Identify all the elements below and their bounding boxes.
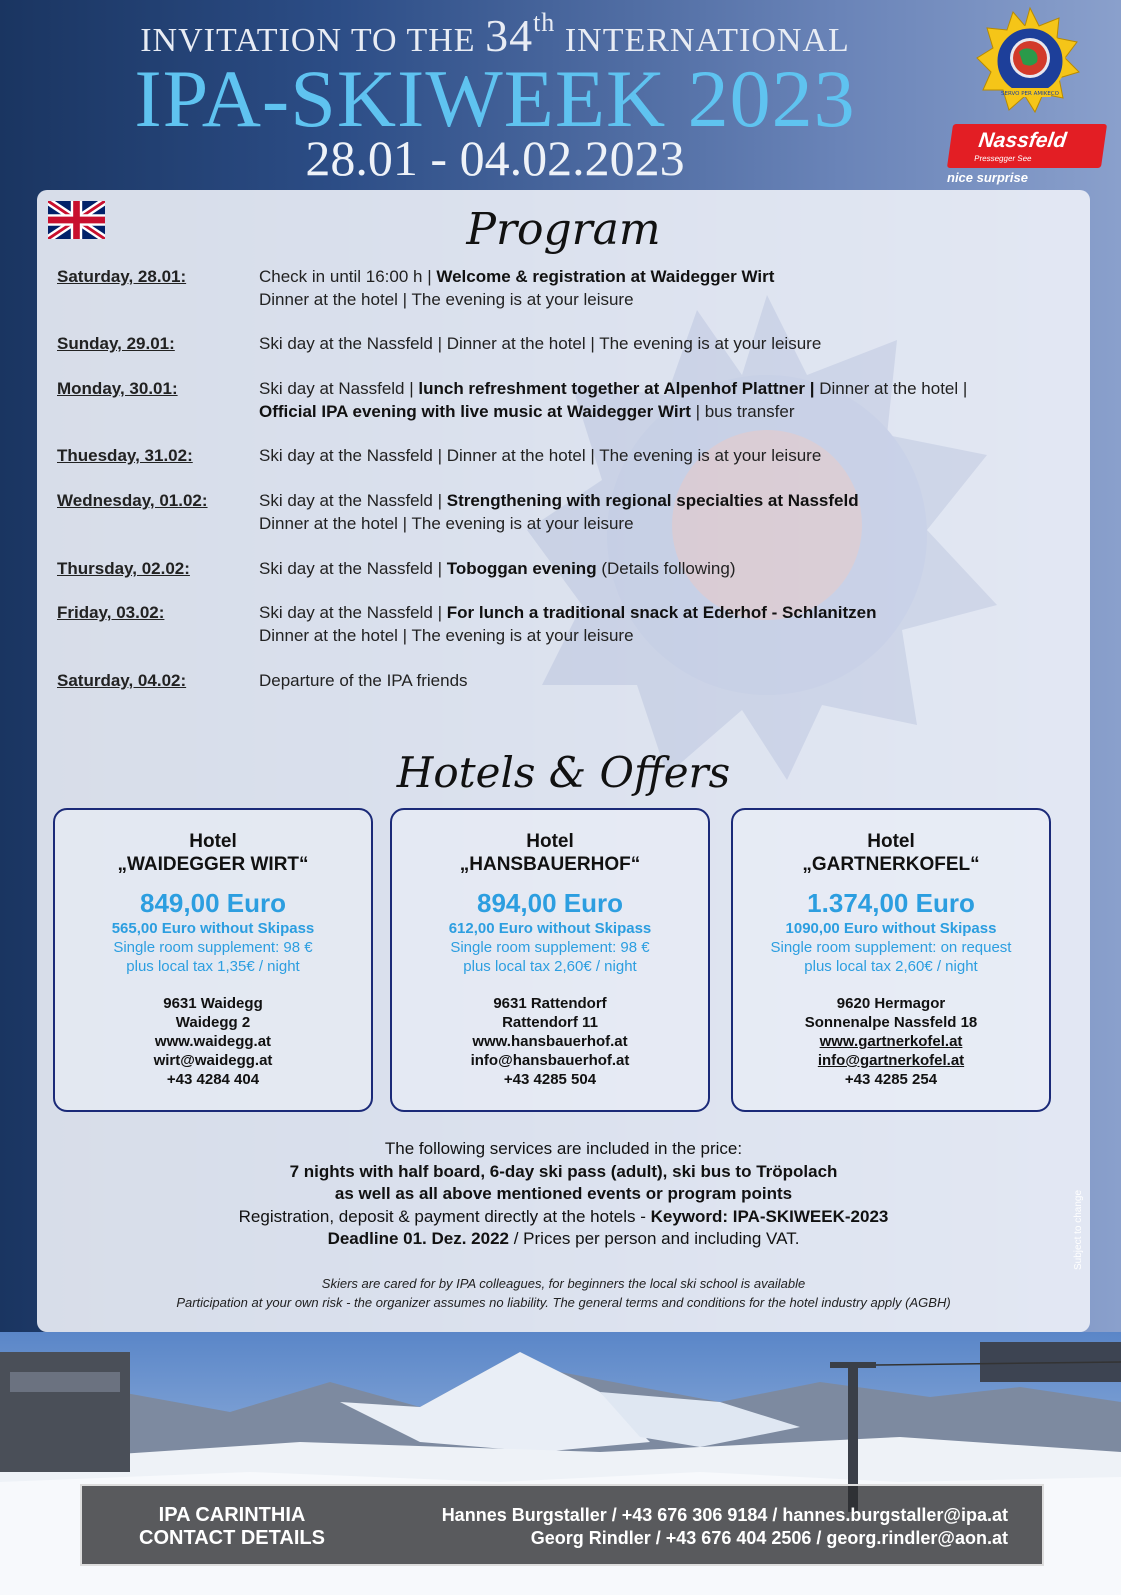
contact-person-1[interactable]: Hannes Burgstaller / +43 676 306 9184 / hannes.burgstaller@ipa.at (441, 1505, 1008, 1525)
event-dates: 28.01 - 04.02.2023 (305, 130, 685, 186)
nassfeld-name: Nassfeld (977, 129, 1068, 152)
program-day: Thursday, 02.02: (57, 559, 190, 578)
hotel-email-link[interactable]: info@gartnerkofel.at (817, 1052, 965, 1069)
disclaimer (37, 1274, 1090, 1312)
disclaimer-line-1: Skiers are cared for by IPA colleagues, for beginners the local ski school is available (321, 1276, 806, 1291)
hotel-city: 9631 Rattendorf (493, 995, 607, 1012)
program-highlight: Official IPA evening with live music at Waidegger Wirt (259, 402, 691, 421)
program-day: Sunday, 29.01: (57, 334, 175, 353)
program-text: Dinner at the hotel | The evening is at your leisure (259, 514, 634, 533)
page-title: IPA-SKIWEEK 2023 (134, 53, 856, 144)
contact-persons (442, 1504, 1008, 1550)
program-description (259, 557, 1079, 580)
hotel-email-link[interactable]: wirt@waidegg.at (153, 1052, 273, 1069)
deadline-text: Deadline 01. Dez. 2022 (327, 1229, 509, 1248)
hotel-price: 1.374,00 Euro (807, 888, 975, 918)
program-text: Departure of the IPA friends (259, 671, 468, 690)
program-highlight: Welcome & registration at Waidegger Wirt (436, 267, 775, 286)
program-description (259, 489, 1079, 535)
keyword-text: Keyword: IPA-SKIWEEK-2023 (650, 1206, 889, 1226)
program-text: Dinner at the hotel | The evening is at your leisure (259, 290, 634, 309)
program-description (259, 332, 1079, 355)
hotel-card (731, 808, 1051, 1112)
hotel-name: „HANSBAUERHOF“ (459, 854, 641, 875)
hotel-price-no-skipass: 565,00 Euro without Skipass (111, 920, 315, 937)
program-highlight: lunch refreshment together at Alpenhof Plattner | (418, 379, 815, 398)
hotel-price: 894,00 Euro (477, 888, 623, 918)
program-day: Wednesday, 01.02: (57, 491, 208, 510)
hotel-phone: +43 4284 404 (166, 1071, 260, 1088)
hotel-city: 9620 Hermagor (836, 995, 946, 1012)
hotel-email-link[interactable]: info@hansbauerhof.at (470, 1052, 630, 1069)
program-text: Dinner at the hotel | (814, 379, 968, 398)
services-line-2: as well as all above mentioned events or program points (334, 1184, 793, 1203)
hotel-single-supplement: Single room supplement: 98 € (450, 939, 650, 956)
hotel-website-link[interactable]: www.waidegg.at (154, 1033, 272, 1050)
hotel-price-no-skipass: 612,00 Euro without Skipass (448, 920, 652, 937)
hotel-street: Rattendorf 11 (502, 1014, 598, 1031)
program-day: Monday, 30.01: (57, 379, 178, 398)
hotel-card (390, 808, 710, 1112)
nassfeld-logo (947, 124, 1107, 168)
disclaimer-line-2: Participation at your own risk - the organizer assumes no liability. The general terms and conditions for the hotel industry apply (AGBH) (176, 1295, 951, 1310)
program-highlight: Strengthening with regional specialties at Nassfeld (446, 491, 859, 510)
hotel-name: „GARTNERKOFEL“ (802, 854, 980, 875)
prices-note: / Prices per person and including VAT. (509, 1229, 800, 1248)
hotel-card (53, 808, 373, 1112)
hotel-price-no-skipass: 1090,00 Euro without Skipass (785, 920, 997, 937)
program-text: Ski day at the Nassfeld | (259, 559, 447, 578)
hotel-city: 9631 Waidegg (163, 995, 263, 1012)
program-text: Ski day at the Nassfeld | (259, 491, 447, 510)
program-panel (37, 190, 1090, 1332)
hotel-local-tax: plus local tax 2,60€ / night (463, 958, 637, 975)
program-highlight: For lunch a traditional snack at Ederhof - Schlanitzen (446, 603, 877, 622)
header-edition-suffix: th (533, 8, 556, 37)
hotel-heading (392, 830, 708, 876)
hotel-local-tax: plus local tax 2,60€ / night (804, 958, 978, 975)
hotel-label: Hotel (189, 831, 237, 852)
hotel-single-supplement: Single room supplement: 98 € (113, 939, 313, 956)
program-title: Program (466, 204, 661, 255)
program-text: Check in until 16:00 h | (259, 267, 437, 286)
header-line-b: INTERNATIONAL (564, 22, 850, 59)
ipa-seal-icon (975, 6, 1085, 116)
program-description (259, 377, 1079, 423)
hotel-street: Waidegg 2 (175, 1014, 251, 1031)
header-edition-number: 34 (485, 10, 534, 61)
program-text: Ski day at the Nassfeld | (259, 603, 447, 622)
program-text: (Details following) (596, 559, 736, 578)
ipa-watermark-icon (517, 285, 1017, 785)
services-block (37, 1138, 1090, 1251)
nassfeld-sub: Pressegger See (973, 154, 1033, 163)
hotel-name: „WAIDEGGER WIRT“ (117, 854, 309, 875)
services-intro: The following services are included in the price: (384, 1139, 743, 1158)
program-description (259, 669, 1079, 692)
hotel-local-tax: plus local tax 1,35€ / night (126, 958, 300, 975)
program-text: Ski day at the Nassfeld | Dinner at the hotel | The evening is at your leisure (259, 446, 822, 465)
program-day: Friday, 03.02: (57, 603, 165, 622)
contact-box (80, 1484, 1044, 1566)
registration-text: Registration, deposit & payment directly at the hotels - (238, 1206, 651, 1226)
contact-label (112, 1504, 352, 1550)
header-line-a: INVITATION TO THE (140, 22, 476, 59)
program-text: | bus transfer (690, 402, 795, 421)
contact-label-2: CONTACT DETAILS (139, 1527, 325, 1549)
hotel-website-link[interactable]: www.hansbauerhof.at (472, 1033, 628, 1050)
hotel-address (733, 994, 1049, 1089)
hotels-title: Hotels & Offers (396, 748, 731, 797)
program-text: Ski day at the Nassfeld | Dinner at the hotel | The evening is at your leisure (259, 334, 822, 353)
program-day: Thuesday, 31.02: (57, 446, 193, 465)
seal-text: SERVO PER AMIKECO (1001, 91, 1059, 97)
program-description (259, 601, 1079, 647)
services-line-3 (37, 1206, 1090, 1229)
hotel-heading (733, 830, 1049, 876)
hotel-phone: +43 4285 504 (503, 1071, 597, 1088)
program-description (259, 444, 1079, 467)
hotel-heading (55, 830, 371, 876)
program-text: Ski day at Nassfeld | (259, 379, 419, 398)
hotel-street: Sonnenalpe Nassfeld 18 (804, 1014, 978, 1031)
program-day: Saturday, 04.02: (57, 671, 187, 690)
hotel-address (55, 994, 371, 1089)
hotel-address (392, 994, 708, 1089)
nassfeld-slogan: nice surprise (947, 170, 1028, 185)
hotel-label: Hotel (526, 831, 574, 852)
program-day: Saturday, 28.01: (57, 267, 187, 286)
program-text: Dinner at the hotel | The evening is at your leisure (259, 626, 634, 645)
services-line-1: 7 nights with half board, 6-day ski pass (adult), ski bus to Tröpolach (289, 1161, 838, 1181)
contact-person-2[interactable]: Georg Rindler / +43 676 404 2506 / georg.rindler@aon.at (530, 1528, 1008, 1548)
contact-label-1: IPA CARINTHIA (158, 1504, 306, 1526)
hotel-website-link[interactable]: www.gartnerkofel.at (819, 1033, 963, 1050)
program-description (259, 265, 1079, 311)
hotel-label: Hotel (867, 831, 915, 852)
hotel-single-supplement: Single room supplement: on request (770, 939, 1012, 956)
hotel-phone: +43 4285 254 (844, 1071, 938, 1088)
program-highlight: Toboggan evening (446, 559, 597, 578)
subject-to-change: Subject to change (1073, 1189, 1084, 1270)
services-line-4 (37, 1228, 1090, 1251)
hotel-price: 849,00 Euro (140, 888, 286, 918)
